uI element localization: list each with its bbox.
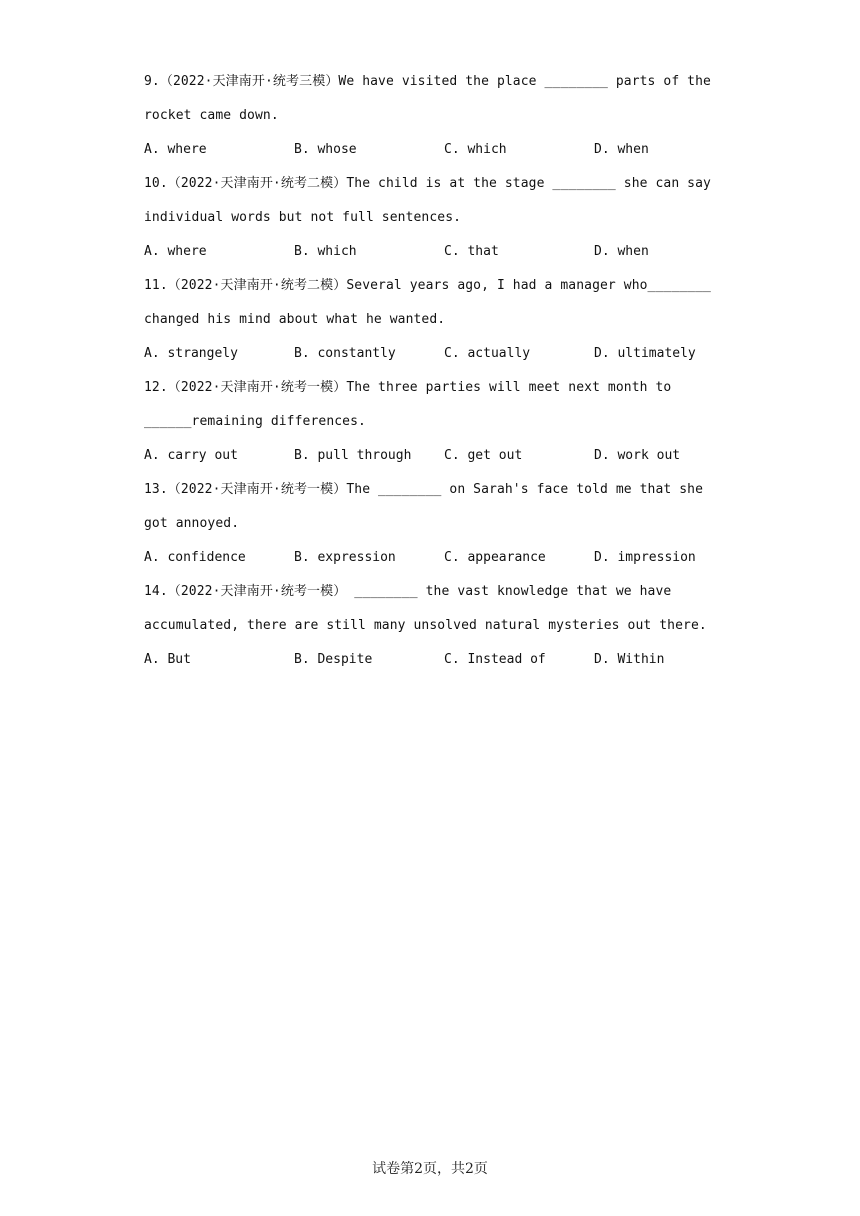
option-a: A. confidence [144, 550, 246, 565]
option-row [144, 643, 724, 677]
question-stem-line-2: got annoyed. [144, 516, 240, 531]
option-d: D. impression [594, 550, 696, 565]
question-stem-line-1: 12.（2022·天津南开·统考一模）The three parties will meet next month to [144, 380, 672, 395]
option-c: C. appearance [444, 550, 546, 565]
option-a: A. strangely [144, 346, 238, 361]
question-stem-line-1: 10.（2022·天津南开·统考二模）The child is at the stage ________ she can say [144, 176, 711, 191]
option-d: D. ultimately [594, 346, 696, 361]
option-b: B. whose [294, 142, 357, 157]
option-row [144, 541, 724, 575]
option-b: B. constantly [294, 346, 396, 361]
question-stem-line-2: ______remaining differences. [144, 414, 366, 429]
option-row [144, 439, 724, 473]
question-14 [144, 575, 724, 677]
option-b: B. pull through [294, 448, 412, 463]
option-c: C. Instead of [444, 652, 546, 667]
option-b: B. expression [294, 550, 396, 565]
option-d: D. Within [594, 652, 665, 667]
question-stem-line-1: 13.（2022·天津南开·统考一模）The ________ on Sarah's face told me that she [144, 482, 704, 497]
option-a: A. carry out [144, 448, 238, 463]
question-list [144, 65, 724, 677]
page-footer: 试卷第2页，共2页 [372, 1161, 488, 1177]
option-row [144, 337, 724, 371]
option-a: A. But [144, 652, 191, 667]
option-d: D. when [594, 244, 649, 259]
option-c: C. actually [444, 346, 531, 361]
question-9 [144, 65, 724, 167]
option-row [144, 235, 724, 269]
option-c: C. that [444, 244, 499, 259]
question-stem-line-2: accumulated, there are still many unsolved natural mysteries out there. [144, 618, 707, 633]
question-stem-line-2: changed his mind about what he wanted. [144, 312, 446, 327]
option-c: C. get out [444, 448, 523, 463]
question-stem-line-2: individual words but not full sentences. [144, 210, 462, 225]
question-12 [144, 371, 724, 473]
question-stem-line-1: 11.（2022·天津南开·统考二模）Several years ago, I had a manager who________ [144, 278, 711, 293]
option-d: D. when [594, 142, 649, 157]
question-stem-line-2: rocket came down. [144, 108, 279, 123]
option-d: D. work out [594, 448, 681, 463]
question-11 [144, 269, 724, 371]
question-10 [144, 167, 724, 269]
option-a: A. where [144, 244, 207, 259]
question-stem-line-1: 9.（2022·天津南开·统考三模）We have visited the place ________ parts of the [144, 74, 711, 89]
option-row [144, 133, 724, 167]
option-b: B. which [294, 244, 357, 259]
option-c: C. which [444, 142, 507, 157]
option-a: A. where [144, 142, 207, 157]
question-stem-line-1: 14.（2022·天津南开·统考一模） ________ the vast knowledge that we have [144, 584, 672, 599]
option-b: B. Despite [294, 652, 373, 667]
question-13 [144, 473, 724, 575]
